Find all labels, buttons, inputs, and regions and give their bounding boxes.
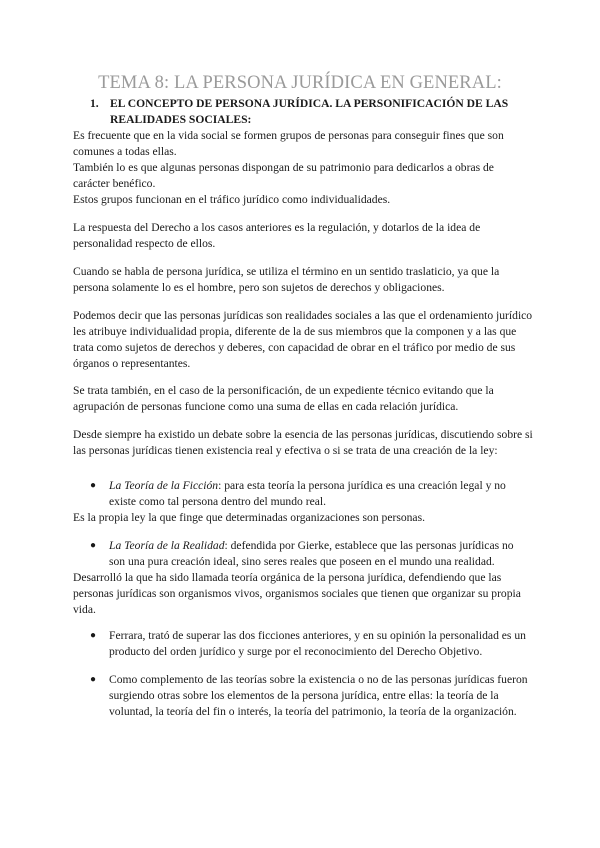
- section-number: 1.: [90, 97, 99, 110]
- paragraph: Cuando se habla de persona jurídica, se utiliza el término en un sentido traslaticio, ya que la persona solamente lo es el hombre, pero son sujetos de derechos y obligaciones.: [73, 265, 500, 294]
- paragraph: Es la propia ley la que finge que determinadas organizaciones son personas.: [73, 511, 425, 524]
- bullet-text: [109, 538, 530, 570]
- paragraph: Desde siempre ha existido un debate sobre la esencia de las personas jurídicas, discutiendo sobre si las personas jurídicas tienen existencia real y efectiva o si se trata de una creación de la ley:: [73, 428, 533, 457]
- bullet-text: [109, 478, 530, 510]
- bullet-item-teoria-ficcion: [90, 478, 530, 510]
- bullet-text: Ferrara, trató de superar las dos ficciones anteriores, y en su opinión la personalidad es un producto del orden jurídico y surge por el reconocimiento del Derecho Objetivo.: [109, 629, 526, 658]
- bullet-icon: ●: [90, 674, 97, 685]
- paragraph: También lo es que algunas personas dispongan de su patrimonio para dedicarlos a obras de carácter benéfico.: [73, 161, 494, 190]
- bullet-item-ferrara: [90, 628, 530, 660]
- bullet-icon: ●: [90, 630, 97, 641]
- section-heading: [90, 96, 530, 128]
- page-title: TEMA 8: LA PERSONA JURÍDICA EN GENERAL:: [98, 73, 502, 93]
- paragraph: Desarrolló la que ha sido llamada teoría orgánica de la persona jurídica, defendiendo que las personas jurídicas son organismos vivos, organismos sociales que tienen que organizar su propia vida.: [73, 571, 521, 616]
- paragraph: Estos grupos funcionan en el tráfico jurídico como individualidades.: [73, 193, 391, 206]
- bullet-description: : defendida por Gierke, establece que las personas jurídicas no son una pura creación ideal, sino seres reales que poseen en el mundo una realidad.: [109, 539, 514, 568]
- paragraph: La respuesta del Derecho a los casos anteriores es la regulación, y dotarlos de la idea de personalidad respecto de ellos.: [73, 221, 481, 250]
- bullet-icon: ●: [90, 540, 97, 551]
- bullet-text: Como complemento de las teorías sobre la existencia o no de las personas jurídicas fueron surgiendo otras sobre los elementos de la persona jurídica, entre ellas: la teoría de la voluntad, la teoría del fin o interés, la teoría del patrimonio, la teoría de la organización.: [109, 673, 528, 718]
- section-heading-text: EL CONCEPTO DE PERSONA JURÍDICA. LA PERSONIFICACIÓN DE LAS REALIDADES SOCIALES:: [110, 97, 509, 126]
- bullet-term: La Teoría de la Ficción: [109, 479, 219, 492]
- paragraph: Podemos decir que las personas jurídicas son realidades sociales a las que el ordenamiento jurídico les atribuye individualidad propia, diferente de la de sus miembros que la componen y a las que trata como sujetos de derechos y deberes, con capacidad de obrar en el tráfico por medio de sus órganos o representantes.: [73, 309, 533, 370]
- paragraph: Es frecuente que en la vida social se formen grupos de personas para conseguir fines que son comunes a todas ellas.: [73, 129, 504, 158]
- paragraph: Se trata también, en el caso de la personificación, de un expediente técnico evitando que la agrupación de personas funcione como una suma de ellas en cada relación jurídica.: [73, 384, 494, 413]
- bullet-description: : para esta teoría la persona jurídica es una creación legal y no existe como tal persona dentro del mundo real.: [109, 479, 506, 508]
- bullet-icon: ●: [90, 480, 97, 491]
- bullet-term: La Teoría de la Realidad: [109, 539, 225, 552]
- bullet-item-teoria-realidad: [90, 538, 530, 570]
- bullet-item-complemento: [90, 672, 530, 720]
